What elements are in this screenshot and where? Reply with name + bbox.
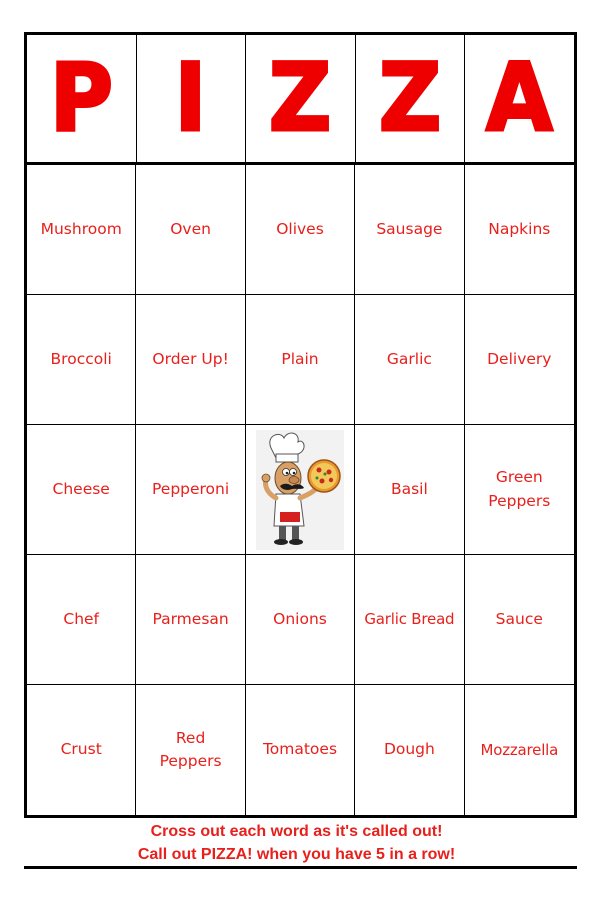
- bingo-cell[interactable]: [465, 165, 574, 295]
- bottom-divider: [24, 866, 577, 869]
- bingo-cell[interactable]: [136, 165, 245, 295]
- header-cell-a: [465, 35, 574, 162]
- cell-word: Sausage: [376, 219, 443, 238]
- cell-word: Broccoli: [50, 349, 112, 368]
- header-cell-i: [137, 35, 247, 162]
- bingo-cell[interactable]: [465, 425, 574, 555]
- bingo-cell[interactable]: [355, 425, 464, 555]
- header-cell-p: [27, 35, 137, 162]
- cell-word: Crust: [60, 740, 102, 759]
- instruction-line-2: Call out PIZZA! when you have 5 in a row!: [137, 846, 456, 863]
- cell-word: Dough: [383, 740, 435, 759]
- free-space-cell[interactable]: [246, 425, 355, 555]
- instruction-line-1: Cross out each word as it's called out!: [150, 823, 443, 840]
- cell-word: Onions: [273, 609, 327, 628]
- bingo-cell[interactable]: [27, 295, 136, 425]
- cell-word: Order Up!: [152, 349, 229, 368]
- bingo-cell[interactable]: [27, 685, 136, 815]
- cell-word: Plain: [281, 349, 319, 368]
- cell-word: Mozzarella: [480, 740, 559, 759]
- cell-word: Cheese: [52, 479, 110, 498]
- header-letter: Z: [269, 43, 332, 153]
- bingo-cell[interactable]: [246, 165, 355, 295]
- header-letter: Z: [378, 43, 442, 153]
- bingo-cell[interactable]: [27, 425, 136, 555]
- bingo-cell[interactable]: [355, 165, 464, 295]
- cell-word: Sauce: [495, 609, 543, 628]
- pizza-header: [27, 35, 574, 165]
- bingo-cell[interactable]: [136, 295, 245, 425]
- instructions: [0, 820, 593, 866]
- cell-word: Basil: [390, 479, 428, 498]
- cell-word: Green Peppers: [488, 468, 551, 510]
- cell-word: Chef: [63, 609, 100, 628]
- bingo-cell[interactable]: [27, 555, 136, 685]
- cell-word: Olives: [276, 219, 324, 238]
- header-letter: A: [486, 43, 554, 153]
- cell-word: Red Peppers: [159, 728, 222, 770]
- cell-word: Delivery: [487, 349, 552, 368]
- bingo-cell[interactable]: [355, 685, 464, 815]
- header-letter: P: [49, 43, 113, 153]
- cell-word: Parmesan: [152, 609, 229, 628]
- cell-word: Garlic: [386, 349, 432, 368]
- bingo-grid: [27, 165, 574, 815]
- cell-word: Tomatoes: [262, 740, 338, 759]
- cell-word: Pepperoni: [151, 479, 230, 498]
- bingo-cell[interactable]: [465, 295, 574, 425]
- header-cell-z1: [246, 35, 356, 162]
- bingo-cell[interactable]: [136, 425, 245, 555]
- cell-word: Oven: [170, 219, 211, 238]
- bingo-cell[interactable]: [465, 685, 574, 815]
- bingo-cell[interactable]: [465, 555, 574, 685]
- pizza-chef-icon: [254, 428, 346, 552]
- cell-word: Garlic Bread: [364, 610, 455, 629]
- bingo-card: [24, 32, 577, 818]
- header-cell-z2: [356, 35, 466, 162]
- bingo-cell[interactable]: [136, 555, 245, 685]
- bingo-cell[interactable]: [355, 295, 464, 425]
- cell-word: Mushroom: [40, 219, 122, 238]
- bingo-cell[interactable]: [136, 685, 245, 815]
- bingo-cell[interactable]: [246, 295, 355, 425]
- bingo-cell[interactable]: [246, 685, 355, 815]
- bingo-cell[interactable]: [355, 555, 464, 685]
- bingo-cell[interactable]: [27, 165, 136, 295]
- header-letter: I: [174, 43, 207, 153]
- cell-word: Napkins: [488, 219, 551, 238]
- bingo-cell[interactable]: [246, 555, 355, 685]
